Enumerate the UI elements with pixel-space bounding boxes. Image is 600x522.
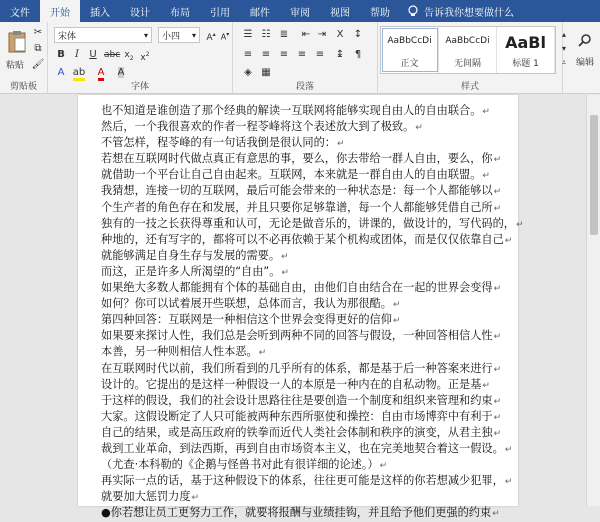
paragraph-mark-icon: ↵ [493, 364, 502, 375]
tab-3[interactable]: 设计 [130, 7, 150, 19]
italic-button[interactable]: I [75, 49, 79, 60]
paragraph-mark-icon: ↵ [492, 509, 500, 520]
chevron-down-icon: ▾ [191, 30, 196, 40]
paragraph-mark-icon: ↵ [415, 123, 423, 134]
paragraph-mark-icon: ↵ [258, 348, 267, 359]
lightbulb-icon [406, 4, 420, 18]
tab-4[interactable]: 布局 [170, 7, 190, 19]
sort-icon[interactable]: ↕ [353, 29, 363, 40]
gallery-more-icon[interactable]: ⩡ [561, 58, 567, 67]
styles-gallery [380, 26, 556, 74]
scroll-thumb[interactable] [590, 115, 598, 235]
document-line [101, 183, 511, 199]
paragraph-group-label: 段落 [295, 82, 314, 92]
style-item[interactable] [497, 27, 555, 73]
bold-button[interactable]: B [57, 49, 65, 60]
chinese-layout-icon[interactable]: X [336, 29, 344, 40]
line-text: 再实际一点的话，基于这种假设下的体系，往往更可能是这样的你若想减少犯罪， [101, 474, 504, 488]
line-text: 自己的结果，或是高压政府的铁拳而近代人类社会体制和秩序的演变，从君主独 [101, 425, 493, 439]
font-family-value: 宋体 [58, 31, 77, 42]
document-line [101, 361, 511, 377]
document-line [101, 505, 511, 521]
line-text: 如何？你可以试着展开些联想，总体而言，我认为那很酷。 [101, 297, 392, 311]
document-line [101, 248, 511, 264]
document-line [101, 457, 511, 473]
line-text: 也不知道是谁创造了那个经典的解读一互联网将能够实现自由人的自由联合。 [101, 104, 482, 117]
style-name: 正文 [400, 59, 419, 69]
editing-button[interactable] [572, 26, 598, 74]
distributed-icon[interactable]: ≡ [315, 49, 325, 60]
numbering-icon[interactable]: ☷ [261, 29, 271, 40]
line-text: 独有的一技之长获得尊重和认可，无论是做音乐的，讲课的，做设计的，写代码的， [101, 216, 515, 230]
line-text: 个生产者的角色存在和发展，并且只要你足够靠谱，每一个人都能够凭借自己所 [101, 200, 493, 214]
document-line [101, 489, 511, 505]
tell-me-search[interactable] [406, 0, 514, 22]
line-text: 本善，另一种则相信人性本恶。 [101, 345, 258, 359]
gallery-up-icon[interactable]: ▴ [561, 30, 566, 39]
tab-0[interactable]: 文件 [10, 7, 30, 19]
paragraph-mark-icon: ↵ [515, 219, 524, 230]
document-line [101, 167, 511, 183]
tab-5[interactable]: 引用 [210, 7, 230, 19]
document-line [101, 216, 524, 232]
line-text: 就要加大惩罚力度 [101, 490, 191, 504]
strikethrough-button[interactable]: abc [104, 50, 121, 60]
document-line [101, 296, 511, 312]
document-line [101, 425, 511, 441]
clipboard-group-label: 剪贴板 [9, 82, 37, 92]
line-text: 然后，一个我很喜欢的作者一程苓峰将这个表述放大到了极致。 [101, 120, 415, 134]
multilevel-list-icon[interactable]: ≣ [279, 29, 289, 40]
style-item[interactable] [381, 27, 439, 73]
font-group [48, 22, 233, 94]
document-body[interactable] [101, 103, 524, 521]
line-text: 不管怎样，程苓峰的有一句话我倒是很认同的： [101, 136, 336, 150]
style-name: 无间隔 [453, 59, 481, 69]
document-line [101, 119, 511, 135]
justify-icon[interactable]: ≡ [297, 49, 307, 60]
chevron-down-icon: ▾ [143, 30, 148, 40]
paragraph-mark-icon: ↵ [392, 300, 401, 311]
font-color-icon[interactable]: A [94, 66, 108, 80]
subscript-button[interactable]: $x_2$ [124, 50, 134, 62]
paragraph-group [233, 22, 378, 94]
ribbon [0, 22, 600, 94]
style-sample: AaBl [505, 33, 546, 52]
document-line [101, 200, 511, 216]
line-text: 在互联网时代以前，我们所看到的几乎所有的体系，都是基于后一种答案来进行 [101, 361, 493, 375]
shading-icon[interactable]: ◈ [244, 67, 252, 78]
paragraph-mark-icon: ↵ [504, 477, 513, 488]
font-size-value: 小四 [162, 31, 181, 42]
align-left-icon[interactable]: ≡ [243, 49, 253, 60]
line-text: 就能够满足自身生存与发展的需要。 [101, 248, 281, 262]
document-line [101, 441, 511, 457]
search-icon [577, 33, 593, 49]
tab-1[interactable]: 开始 [40, 0, 80, 22]
document-line [101, 232, 511, 248]
document-line [101, 344, 511, 360]
cut-icon[interactable]: ✂ [33, 27, 43, 38]
paragraph-mark-icon: ↵ [482, 171, 490, 182]
paragraph-mark-icon: ↵ [482, 380, 490, 391]
paragraph-mark-icon: ↵ [191, 493, 200, 504]
paragraph-mark-icon: ↵ [504, 444, 513, 455]
document-line [101, 103, 511, 119]
document-line [101, 473, 511, 489]
document-line [101, 151, 511, 167]
document-line [101, 135, 511, 151]
paragraph-mark-icon: ↵ [493, 396, 502, 407]
paragraph-mark-icon: ↵ [379, 461, 388, 472]
line-text: 若想在互联网时代做点真正有意思的事，要么，你去带给一群人自由，要么，你 [101, 152, 493, 166]
clipboard-icon [7, 30, 27, 54]
superscript-button[interactable]: $x^2$ [140, 51, 150, 63]
line-text: 我猜想，连接一切的互联网，最后可能会带来的一种状态是：每一个人都能够以 [101, 184, 493, 198]
font-family-select[interactable] [54, 27, 152, 43]
paragraph-mark-icon: ↵ [482, 107, 490, 117]
tab-9[interactable]: 帮助 [370, 7, 390, 19]
paragraph-mark-icon: ↵ [493, 332, 502, 343]
increase-indent-icon[interactable]: ⇥ [317, 29, 327, 40]
styles-group-label: 样式 [460, 82, 479, 92]
shrink-font-icon[interactable]: A▾ [220, 31, 230, 42]
style-sample: AaBbCcDi [445, 36, 490, 46]
document-line [101, 264, 511, 280]
line-text: 如果要来探讨人性，我们总是会听到两种不同的回答与假设，一种回答相信人性 [101, 329, 493, 343]
line-text: 种地的，还有写字的，都将可以不必再依赖于某个机构或团体，而是仅仅依靠自己 [101, 232, 504, 246]
tab-2[interactable]: 插入 [90, 7, 110, 19]
paragraph-mark-icon: ↵ [336, 139, 345, 150]
decrease-indent-icon[interactable]: ⇤ [301, 29, 311, 40]
editing-label: 编辑 [575, 57, 594, 68]
line-text: 第四种回答：互联网是一种相信这个世界会变得更好的信仰 [101, 313, 392, 327]
style-item[interactable] [439, 27, 497, 73]
line-text: 而这，正是许多人所渴望的“自由”。 [101, 264, 281, 278]
line-text: 裁到工业革命，到法西斯，再到自由市场资本主义，也在完美地契合着这一假设。 [101, 441, 504, 455]
document-line [101, 377, 511, 393]
paragraph-mark-icon: ↵ [493, 187, 502, 198]
line-text: （尤查·本科勒的《企鹅与怪兽书对此有很详细的论述。） [101, 458, 379, 472]
tab-7[interactable]: 审阅 [290, 7, 310, 19]
paragraph-mark-icon: ↵ [493, 284, 502, 295]
paragraph-mark-icon: ↵ [281, 267, 289, 278]
line-text: 设计的。它提出的是这样一种假设一人的本原是一种内在的自私动物。正是基 [101, 377, 482, 391]
bullets-icon[interactable]: ☰ [243, 29, 253, 40]
style-sample: AaBbCcDi [387, 36, 432, 46]
text-effects-icon[interactable]: A [57, 67, 65, 78]
grow-font-icon[interactable]: A▴ [206, 31, 216, 43]
paragraph-mark-icon: ↵ [493, 155, 502, 166]
clipboard-group [0, 22, 48, 94]
ribbon-tab-bar [0, 0, 600, 22]
document-line [101, 280, 511, 296]
paragraph-mark-icon: ↵ [493, 428, 502, 439]
show-marks-icon[interactable]: ¶ [354, 49, 362, 60]
format-painter-icon[interactable]: 🖌 [31, 59, 45, 70]
underline-button[interactable]: U [89, 49, 97, 60]
line-text: ●你若想让员工更努力工作，就要将报酬与业绩挂钩，并且给予他们更强的约束 [101, 506, 492, 520]
vertical-scrollbar[interactable] [586, 95, 600, 506]
font-group-label: 字体 [130, 82, 149, 92]
paste-button[interactable] [2, 24, 30, 70]
line-text: 如果绝大多数人都能拥有个体的基础自由，由他们自由结合在一起的世界会变得 [101, 281, 493, 295]
document-line [101, 393, 511, 409]
line-text: 于这样的假设，我们的社会设计思路往往是要创造一个制度和组织来管理和约束 [101, 393, 493, 407]
document-line [101, 328, 511, 344]
copy-icon[interactable]: ⧉ [34, 43, 42, 54]
paragraph-mark-icon: ↵ [493, 412, 502, 423]
line-text: 就借助一个平台让自己自由起来。互联网，本来就是一群自由人的自由联盟。 [101, 168, 482, 182]
document-page[interactable] [78, 95, 524, 520]
align-right-icon[interactable]: ≡ [279, 49, 289, 60]
line-text: 大家。这假设断定了人只可能被两种东西所驱使和操控：自由市场博弈中有利于 [101, 409, 493, 423]
char-shading-icon[interactable]: A [117, 67, 125, 78]
paragraph-mark-icon: ↵ [493, 203, 502, 214]
tab-8[interactable]: 视图 [330, 7, 350, 19]
tell-me-text: 告诉我你想要做什么 [424, 7, 514, 19]
borders-icon[interactable]: ▦ [261, 67, 271, 78]
gallery-down-icon[interactable]: ▾ [561, 44, 566, 53]
paragraph-mark-icon: ↵ [281, 251, 289, 262]
line-spacing-icon[interactable]: ↨ [335, 49, 345, 60]
paragraph-mark-icon: ↵ [504, 235, 513, 246]
paragraph-mark-icon: ↵ [392, 316, 401, 327]
document-line [101, 312, 511, 328]
highlight-icon[interactable]: ab [72, 66, 86, 80]
font-size-select[interactable] [158, 27, 200, 43]
paste-label: 粘贴 [6, 61, 25, 71]
document-line [101, 409, 511, 425]
tab-6[interactable]: 邮件 [250, 7, 270, 19]
align-center-icon[interactable]: ≡ [261, 49, 271, 60]
style-name: 标题 1 [512, 59, 539, 69]
